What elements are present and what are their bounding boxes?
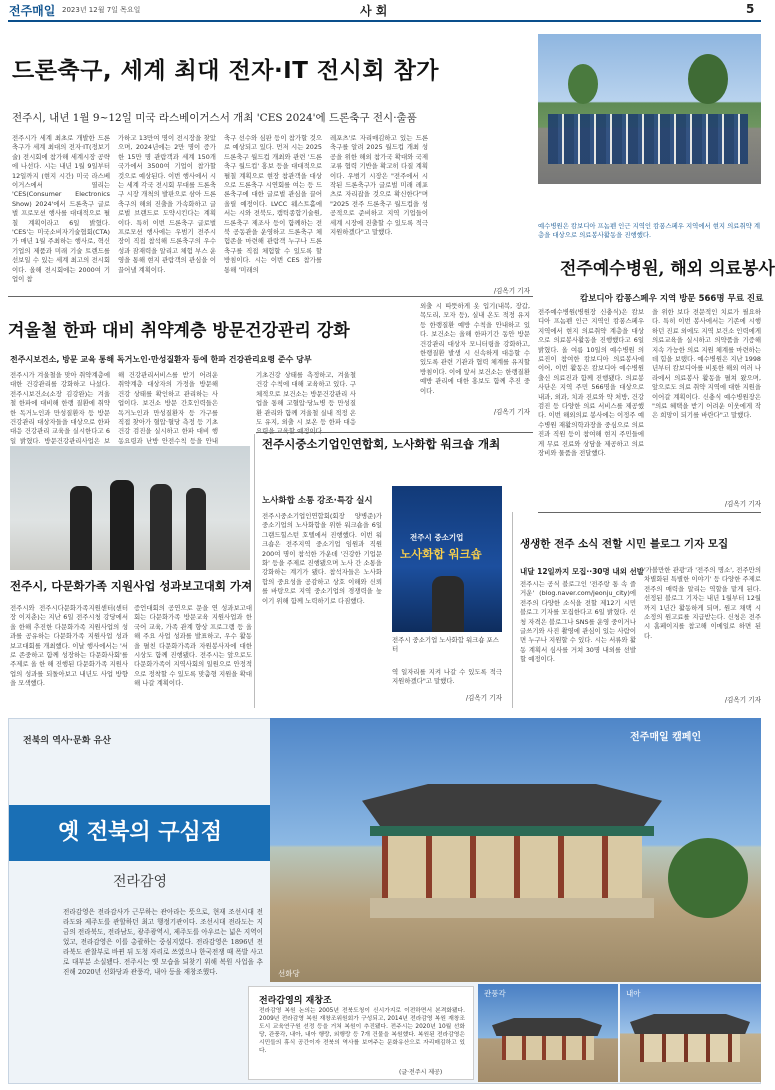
article1-col4: 레포츠'로 자리매김하고 있는 드론축구를 알려 2025 월드컵 개최 성공을 위한 해외 참가국 확대와 국제 교류 협력 기반을 확고히 다질 계획이다. 우범기 시장은 "전주에서 시작된 드론축구가 글로벌 미래 레포츠로 자리잡을 것으로 확신한다"며 "2025 전주 드론축구 월드컵을 성공적으로 준비하고 지역 기업들이 세계 시장에 진출할 수 있도록 적극 지원하겠다"고 말했다. bbox=[330, 134, 428, 237]
article2-byline: /김옥기 기자 bbox=[724, 500, 761, 508]
photo-roof bbox=[362, 784, 662, 826]
article3-subhead: 전주시보건소, 방문 교육 통해 독거노인·만성질환자 등에 한파 건강관리요령 준수 당부 bbox=[10, 355, 312, 364]
article3-byline: /김옥기 기자 bbox=[493, 408, 530, 416]
issue-date: 2023년 12월 7일 목요일 bbox=[62, 6, 141, 14]
article3-col1: 전주시가 겨울철을 맞아 취약계층에 대한 건강관리를 강화하고 나섰다. 전주시보건소(소장 김강완)는 겨울철 한파에 대비해 한랭 질환에 취약한 독거노인과 만성질환자 등 방문건강관리 대상자들을 대상으로 한파 대응 건강관리 교육을 실시한다고 6일 밝혔다. 방문건강관리사업은 보 bbox=[10, 371, 110, 445]
article3-col4: 외출 시 따뜻하게 옷 입기(내복, 장갑, 목도리, 모자 등), 실내 온도 적정 유지 등 한랭질환 예방 수칙을 안내하고 있다. 보건소는 올해 한파기간 동안 방문 건강관리 대상자 모니터링을 강화하고, 한랭질환 발생 시 신속하게 대응할 수 있도록 관련 기관과 협력 체계를 유지할 방침이다. 이에 앞서 보건소는 한랭질환 예방 관리에 대한 홍보도 함께 추진 중이다. bbox=[420, 302, 530, 395]
photo-steps bbox=[370, 898, 654, 918]
page-number: 5 bbox=[746, 2, 755, 16]
photo-small1-label: 관풍각 bbox=[484, 989, 506, 998]
gwanpunggak-photo bbox=[478, 984, 618, 1082]
article5-headline: 전주시중소기업인연합회, 노사화합 워크숍 개최 bbox=[262, 437, 501, 451]
photo-roof bbox=[492, 1018, 602, 1036]
article2-col2: 을 위한 보다 전문적인 치료가 필요하다. 특히 이번 봉사에서는 기존에 시행하던 진료 외에도 지역 보건소 인력에게 의료교육을 실시하고 의약품을 기증해 지속 가능한 의료 지원 체계를 마련하는 데 힘을 보탰다. 예수병원은 지난 1998년부터 캄보디아를 비롯한 해외 여러 나라에서 의료봉사 활동을 펼쳐 왔으며, 앞으로도 의료 취약 지역에 대한 지원을 이어갈 계획이다. 신충식 예수병원장은 "의료 혜택을 받기 어려운 이웃에게 작은 희망이 되기를 바란다"고 말했다. bbox=[652, 308, 761, 420]
article6-headline: 생생한 전주 소식 전할 시민 블로그 기자 모집 bbox=[520, 538, 729, 550]
article4-col2: 증언대회의 공연으로 문을 연 성과보고대회는 다문화가족 방문교육 지원사업과 한국어 교육, 가족 관계 향상 프로그램 등 올해 주요 사업 성과를 발표하고, 우수 활동을 펼친 다문화가족과 자원봉사자에 대한 시상도 함께 진행됐다. 전주시는 앞으로도 다문화가족이 지역사회의 일원으로 안정적으로 정착할 수 있도록 맞춤형 지원을 확대해 나갈 계획이다. bbox=[134, 604, 252, 688]
photo-building-body bbox=[382, 836, 642, 898]
header-rule bbox=[8, 20, 761, 22]
paper-name: 전주매일 bbox=[9, 4, 56, 18]
divider-a1 bbox=[8, 296, 533, 297]
medical-team-photo bbox=[538, 34, 761, 184]
photo-small2-label: 내아 bbox=[626, 989, 641, 998]
article1-col2: 가하고 13만여 명이 전시장을 찾았으며, 2024년에는 2만 명이 증가한 15만 명 관람객과 세계 150개 국가에서 3500여 기업이 참가할 것으로 예상된다. 이번 행사에서 시는 세계 각국 전시회 무대를 드론축구 시장 개척의 발판으로 삼아 드론축구의 해외 진출을 가속화하고 글로벌 브랜드로 도약시킨다는 계획이다. 특히 이번 드론축구 글로벌 프로모션 행사에는 우범기 전주시장이 직접 참석해 드론축구의 우수성과 잠재력을 알리고 체험 부스 운영을 통해 현지 관람객의 관심을 이끌어낼 계획이다. bbox=[118, 134, 216, 274]
section-title: 사 회 bbox=[360, 4, 388, 18]
divider-vertical-right bbox=[512, 512, 513, 708]
article3-col3: 기초건강 상태를 측정하고, 겨울철 건강 수칙에 대해 교육하고 있다. 구체적으로 보건소는 방문건강관리 사업을 통해 고혈압·당뇨병 등 만성질환 관리와 함께 겨울철 실내 적정 온도 유지, 외출 시 보온 등 한파 대응 bbox=[256, 371, 356, 427]
feature-info-box bbox=[248, 986, 474, 1080]
article5-col1: 전주시중소기업인연합회(회장 양병준)가 중소기업의 노사화합을 위한 워크숍을 6일 그랜드힐스턴 호텔에서 진행했다. 이번 워크숍은 전주지역 중소기업 임원과 직원 200여 명이 참석한 가운데 '건강한 기업문화' 등을 주제로 진행됐으며 노사 간 소통을 강화하는 계기가 됐다. 참석자들은 노사화합의 중요성을 공감하고 상호 이해와 신뢰를 바탕으로 지역 중소기업의 경쟁력을 높이기 위해 함께 노력하기로 다짐했다. bbox=[262, 512, 382, 605]
photo-person bbox=[150, 484, 172, 570]
photo-person bbox=[110, 480, 134, 570]
article1-col3: 축구 선수와 심판 등이 참가할 것으로 예상되고 있다. 먼저 시는 2025 드론축구 월드컵 개최와 관련 '드론축구 월드컵' 홍보 등을 대대적으로 펼칠 계획으로 현장 참관객을 대상으로 드론축구 시연회를 여는 등 드론축구에 대한 글로벌 관심을 끌어올릴 예정이다. LVCC 웨스트홀에서는 시와 전북도, 캠틱종합기술원, 드론축구 제조사 등이 함께하는 전북 공동관을 운영하고 드론축구 체험존을 마련해 관람객 누구나 드론축구를 직접 체험할 수 있도록 할 방침이다. 시는 이번 CES 참가를 통해 '미래의 bbox=[224, 134, 322, 274]
photo-person bbox=[70, 486, 92, 570]
award-ceremony-photo bbox=[10, 446, 250, 570]
campaign-label: 전주매일 캠페인 bbox=[630, 732, 702, 743]
divider-right-1 bbox=[538, 512, 761, 513]
article2-photo-caption: 예수병원은 캄보디아 프놈펜 인근 지역인 캄퐁스페우 지역에서 현지 의료취약 계층을 대상으로 의료봉사활동을 진행했다. bbox=[538, 222, 761, 239]
workshop-poster bbox=[392, 486, 502, 632]
article4-headline: 전주시, 다문화가족 지원사업 성과보고대회 가져 bbox=[10, 579, 253, 593]
article5-photo-caption: 전주시 중소기업 노사화합 워크숍 포스터 bbox=[392, 636, 499, 653]
naea-photo bbox=[620, 984, 761, 1082]
article3-col2: 해 건강관리서비스를 받기 어려운 취약계층 대상자의 가정을 방문해 건강 상태를 확인하고 관리하는 사업이다. 보건소 방문 간호인력들은 독거노인과 만성질환자 등 가구를 직접 찾아가 혈압·혈당 측정 등 기초 건강 검진을 실시하고 한파 대비 행동요령과 난방 안전수칙 등을 안내 bbox=[118, 371, 218, 445]
feature-subtitle: 전라감영 bbox=[112, 874, 168, 890]
feature-body: 전라감영은 전라감사가 근무하는 관아라는 뜻으로, 현재 조선시대 전라도와 제주도를 관할하던 최고 행정기관이다. 조선시대 전라도는 지금의 전라북도, 전라남도, 광주광역시, 제주도를 아우르는 넓은 지역이었고, 전라감영은 이를 총괄하는 중심지였다. 전라감영은 1896년 전라북도 관찰부로 바뀐 뒤 도청 자리로 쓰였으나 한국전쟁 때 폭발 사고로 대부분 소실됐다. 전주시는 옛 모습을 되찾기 위해 복원 사업을 추진해 2020년 선화당과 관풍각, 내아 등을 재창조했다. bbox=[63, 908, 263, 976]
article6-col2: '가볼만한 관광'과 '전주의 명소', 전주만의 차별화된 특별한 이야기' 등 다양한 주제로 전주의 매력을 알리는 역할을 맡게 된다. 선정된 블로그 기자는 내년 1월부터 12월까지 1년간 활동하게 되며, 원고 채택 시 소정의 원고료를 지급받는다. 신청은 전주시 홈페이지를 참고해 이메일로 하면 된다. bbox=[644, 566, 761, 640]
photo-group-people bbox=[548, 114, 748, 164]
poster-title-small: 전주시 중소기업 bbox=[410, 533, 464, 542]
photo-main-label: 선화당 bbox=[278, 969, 300, 978]
article2-subhead: 캄보디아 캄퐁스페우 지역 방문 566명 무료 진료 bbox=[580, 294, 764, 304]
divider-vertical-left bbox=[254, 434, 255, 708]
article6-subhead: 내달 12일까지 모집··30명 내외 선발 bbox=[520, 567, 644, 576]
photo-building-body bbox=[640, 1034, 740, 1062]
photo-tree bbox=[668, 838, 748, 918]
article1-byline: /김옥기 기자 bbox=[493, 287, 530, 295]
article1-headline: 드론축구, 세계 최대 전자·IT 전시회 참가 bbox=[12, 58, 440, 84]
article5-subhead: 노사화합 소통 강조·특강 실시 bbox=[262, 496, 373, 506]
feature-section-label: 전북의 역사·문화 유산 bbox=[23, 736, 111, 746]
photo-eaves bbox=[370, 826, 654, 836]
feature-title: 옛 전북의 구심점 bbox=[57, 819, 223, 845]
box-title: 전라감영의 재창조 bbox=[259, 996, 332, 1006]
article5-byline: /김옥기 기자 bbox=[465, 694, 502, 702]
photo-tree bbox=[688, 54, 728, 104]
page-header bbox=[0, 0, 769, 22]
poster-speaker bbox=[432, 576, 464, 632]
feature-left-panel bbox=[9, 719, 269, 1083]
article1-subhead: 전주시, 내년 1월 9~12일 미국 라스베이거스서 개최 'CES 2024'에 드론축구 전시·출품 bbox=[12, 112, 417, 124]
article6-byline: /김옥기 기자 bbox=[724, 696, 761, 704]
photo-tree bbox=[568, 64, 598, 104]
photo-building-body bbox=[502, 1036, 594, 1060]
article1-col1: 전주시가 세계 최초로 개발한 드론축구가 세계 최대의 전자·IT(정보기술) 전시회에 참가해 세계시장 공략에 나선다. 시는 내년 1월 9일부터 12일까지 (현지 시간) 미국 라스베이거스에서 열리는 'CES(Consumer Electronics Show) 2024'에서 드론축구 글로벌 프로모션 행사를 대대적으로 펼칠 계획이라고 6일 밝혔다. 'CES'는 미국소비자기술협회(CTA)가 매년 1월 주최하는 행사로, 혁신기업의 제품과 미래 기술 트렌드를 선보일 수 있는 세계 최고의 전시회이다. 올해 전시회에는 2000여 기업이 참 bbox=[12, 134, 110, 284]
article2-col1: 전주예수병원(병원장 신충식)은 캄보디아 프놈펜 인근 지역인 캄퐁스페우 지역에서 현지 의료취약 계층을 대상으로 의료봉사활동을 진행했다고 6일 밝혔다. 올 여름 10일의 예수병원 의료진이 참여한 캄보디아 의료봉사에 이어, 이번 활동은 캄보디아 예수병원 출신 의료진과 함께 진행됐다. 의료봉사단은 지역 주민 566명을 대상으로 내과, 외과, 치과 진료와 약 처방, 건강검진 등 다양한 의료 서비스를 제공했다. 이번 해외의료 봉사에는 이정주 예수병원 재활의학과장을 중심으로 의료진과 직원 등이 참여해 현지 주민들에게 무료 진료와 상담을 제공하고 의료 장비와 물품을 전달했다. bbox=[538, 308, 644, 458]
photo-person bbox=[186, 488, 206, 570]
article4-col1: 전주시와 전주시다문화가족지원센터(센터장 이지춘)는 지난 6일 전주시청 강당에서 올 한해 추진한 다문화가족 지원사업의 성과를 공유하는 다문화가족 지원사업 성과보고대회를 개최했다. 이날 행사에서는 '서로 존중하고 함께 성장하는 다문화사회'를 주제로 올 한 해 진행된 다문화가족 지원사업의 성과를 되돌아보고 내년도 사업 방향을 모색했다. bbox=[10, 604, 128, 688]
article2-headline: 전주예수병원, 해외 의료봉사 bbox=[560, 259, 775, 279]
article6-col1: 전주시는 공식 블로그인 '전주랑 통 속 즐거운' (blog.naver.com/jeonju_city)에 전주의 다양한 소식을 전할 제12기 시민 블로그 기자를 모집한다고 6일 밝혔다. 신청 자격은 블로그나 SNS를 운영 중이거나 글쓰기와 사진 촬영에 관심이 있는 사람이면 누구나 지원할 수 있다. 시는 서류와 활동 계획서 심사를 거쳐 30명 내외를 선발할 예정이다. bbox=[520, 580, 636, 664]
poster-title: 노사화합 워크숍 bbox=[400, 547, 482, 561]
photo-roof bbox=[630, 1014, 750, 1034]
box-text: 전라감영 복원 논의는 2005년 전북도청이 신시가지로 이전하면서 본격화됐다. 2009년 전라감영 복원 재창조위원회가 구성되고, 2014년 전라감영 복원 재창조 도시 교육연구원 선정 등을 거쳐 복원이 추진됐다. 전주시는 2020년 10월 선화당, 관풍각, 내아, 내아 행랑, 외행랑 등 7개 건물을 복원했다. 복원된 전라감영은 시민들의 휴식 공간이자 전북의 역사를 보여주는 문화유산으로 자리매김하고 있다. bbox=[259, 1008, 465, 1054]
article5-col2-end: 역 일자리를 지켜 나갈 수 있도록 적극 지원하겠다"고 말했다. bbox=[392, 668, 502, 686]
box-credit: (글·전주시 제공) bbox=[399, 1069, 443, 1076]
article3-headline: 겨울철 한파 대비 취약계층 방문건강관리 강화 bbox=[8, 321, 350, 341]
seonhwadang-photo bbox=[270, 718, 761, 982]
divider-a3-a5 bbox=[256, 432, 533, 433]
